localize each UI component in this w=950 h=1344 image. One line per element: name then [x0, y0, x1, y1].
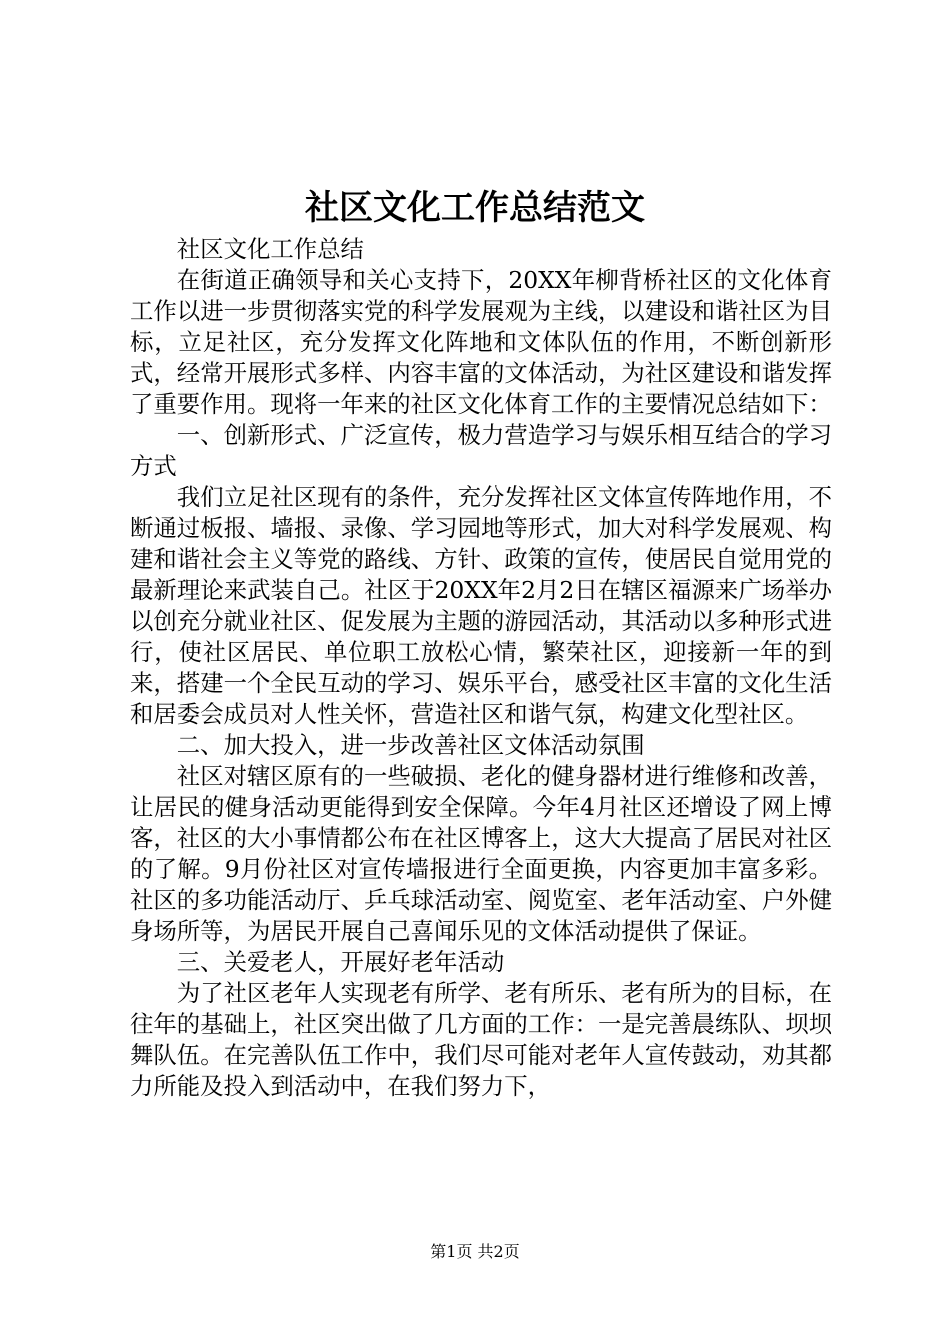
document-body: [130, 234, 832, 1102]
intro-paragraph: 在街道正确领导和关心支持下，20XX年柳背桥社区的文化体育工作以进一步贯彻落实党的科学发展观为主线，以建设和谐社区为目标，立足社区，充分发挥文化阵地和文体队伍的作用，不断创新形式，经常开展形式多样、内容丰富的文体活动，为社区建设和谐发挥了重要作用。现将一年来的社区文化体育工作的主要情况总结如下：: [130, 266, 832, 418]
section-3-paragraph: 为了社区老年人实现老有所学、老有所乐、老有所为的目标，在往年的基础上，社区突出做了几方面的工作：一是完善晨练队、坝坝舞队伍。在完善队伍工作中，我们尽可能对老年人宣传鼓动，劝其都力所能及投入到活动中，在我们努力下，: [130, 979, 832, 1100]
subtitle-paragraph: 社区文化工作总结: [176, 235, 364, 263]
section-heading-3: 三、关爱老人，开展好老年活动: [176, 948, 505, 976]
section-heading-2: 二、加大投入，进一步改善社区文体活动氛围: [176, 731, 645, 759]
section-heading-1: 一、创新形式、广泛宣传，极力营造学习与娱乐相互结合的学习方式: [130, 421, 832, 480]
document-title: 社区文化工作总结范文: [305, 188, 645, 228]
section-2-paragraph: 社区对辖区原有的一些破损、老化的健身器材进行维修和改善，让居民的健身活动更能得到安全保障。今年4月社区还增设了网上博客，社区的大小事情都公布在社区博客上，这大大提高了居民对社区的了解。9月份社区对宣传墙报进行全面更换，内容更加丰富多彩。社区的多功能活动厅、乒乓球活动室、阅览室、老年活动室、户外健身场所等，为居民开展自己喜闻乐见的文体活动提供了保证。: [130, 762, 832, 945]
page-footer: 第1页 共2页: [430, 1242, 520, 1261]
section-1-paragraph: 我们立足社区现有的条件，充分发挥社区文体宣传阵地作用，不断通过板报、墙报、录像、学习园地等形式，加大对科学发展观、构建和谐社会主义等党的路线、方针、政策的宣传，使居民自觉用党的最新理论来武装自己。社区于20XX年2月2日在辖区福源来广场举办以创充分就业社区、促发展为主题的游园活动，其活动以多种形式进行，使社区居民、单位职工放松心情，繁荣社区，迎接新一年的到来，搭建一个全民互动的学习、娱乐平台，感受社区丰富的文化生活和居委会成员对人性关怀，营造社区和谐气氛，构建文化型社区。: [130, 483, 832, 728]
